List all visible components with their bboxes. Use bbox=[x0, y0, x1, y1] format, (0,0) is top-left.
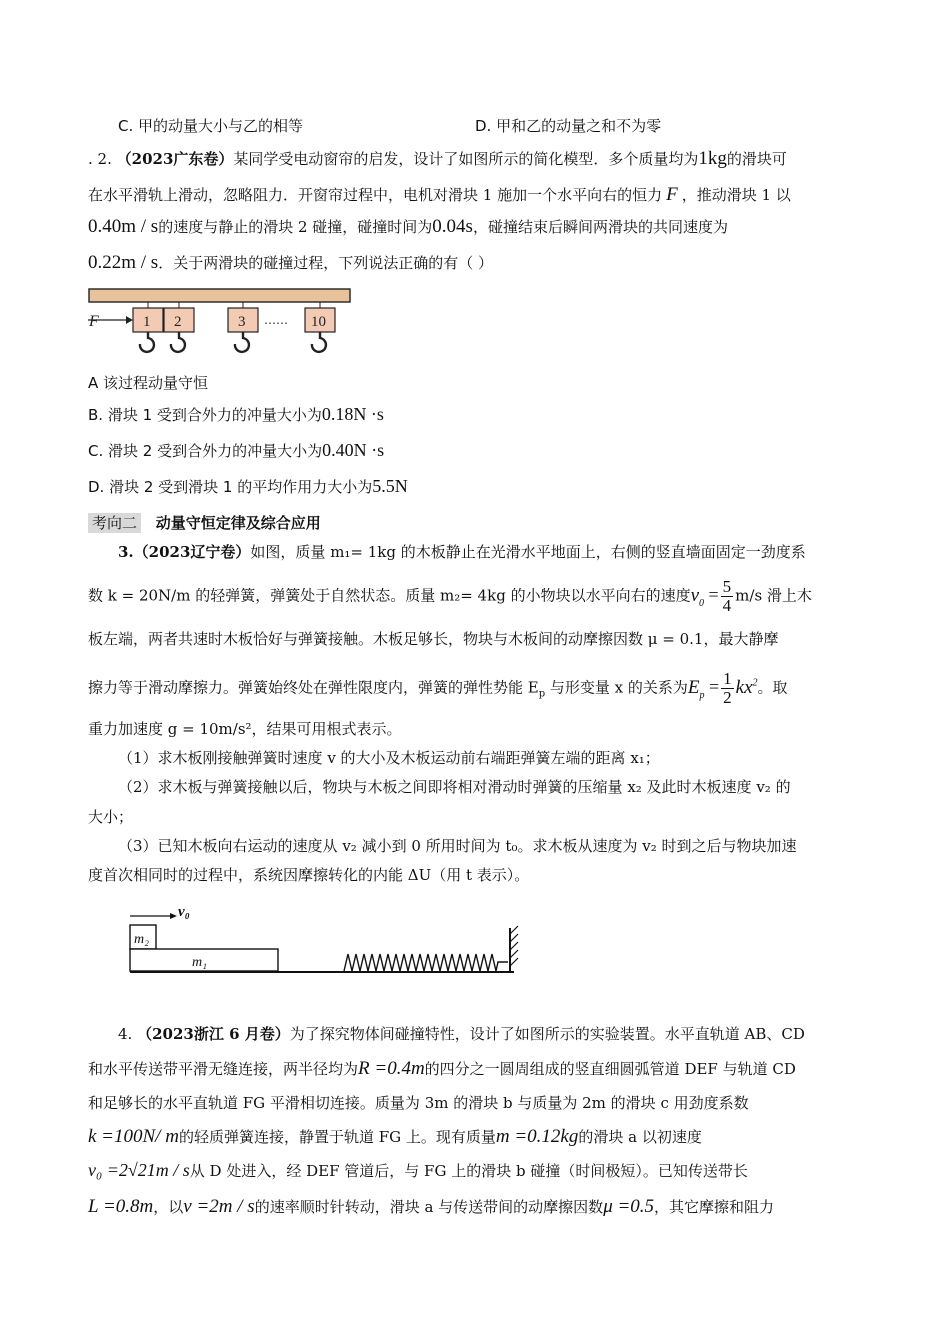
q4-text: 从 D 处进入，经 DEF 管道后，与 FG 上的滑块 b 碰撞（时间极短）。已知传送带长 bbox=[189, 1162, 748, 1180]
slider-10 bbox=[305, 302, 335, 352]
q3-line-2: 数 k = 20N/m 的轻弹簧，弹簧处于自然状态。质量 m₂= 4kg 的小物块以水平向右的速度$v_0$ = $\frac{5}{4}$ m/s 滑上木 bbox=[88, 577, 812, 615]
q2-mass: 1kg bbox=[698, 148, 727, 169]
q4-text: ，以 bbox=[153, 1198, 184, 1216]
q4-mass: m =0.12kg bbox=[495, 1126, 579, 1147]
q2-line-4 bbox=[88, 252, 493, 274]
q2-velocity-2: 0.22m / s bbox=[88, 252, 159, 273]
q3-sub-1: （1）求木板刚接触弹簧时速度 v 的大小及木板运动前右端距弹簧左端的距离 x₁； bbox=[118, 749, 660, 767]
q3-line-3: 板左端，两者共速时木板恰好与弹簧接触。木板足够长，物块与木板间的动摩擦因数 μ = 0.1，最大静摩 bbox=[88, 630, 779, 648]
q4-text: ，其它摩擦和阻力 bbox=[654, 1198, 775, 1216]
hook-icon bbox=[140, 332, 154, 352]
q4-line-1 bbox=[118, 1023, 805, 1044]
q4-line-2 bbox=[88, 1058, 796, 1080]
q3-sub-3a: （3）已知木板向右运动的速度从 v₂ 减小到 0 所用时间为 t₀。求木板从速度为 v₂ 时到之后与物块加速 bbox=[118, 837, 797, 855]
q2-force: F bbox=[666, 184, 678, 205]
q4-line-5 bbox=[88, 1160, 748, 1181]
q4-text: 的滑块 a 以初速度 bbox=[578, 1128, 702, 1146]
q2-number: . 2. bbox=[88, 150, 112, 168]
q3-line-1 bbox=[118, 541, 806, 562]
q4-line-3: 和足够长的水平直轨道 FG 平滑相切连接。质量为 3m 的滑块 b 与质量为 2m 的滑块 c 用劲度系数 bbox=[88, 1094, 749, 1112]
q4-text: 的四分之一圆周组成的竖直细圆弧管道 DEF 与轨道 CD bbox=[424, 1060, 796, 1078]
hook-icon bbox=[312, 332, 326, 352]
q2-option-d-value: 5.5N bbox=[372, 476, 408, 496]
v0-label: v₀ bbox=[178, 904, 190, 920]
q4-text: 为了探究物体间碰撞特性，设计了如图所示的实验装置。水平直轨道 AB、CD bbox=[289, 1025, 805, 1043]
slider-2 bbox=[164, 302, 194, 352]
q3-text: m/s 滑上木 bbox=[735, 586, 812, 605]
section-heading bbox=[88, 512, 321, 533]
m1-label: m₁ bbox=[192, 955, 207, 970]
q2-text: 在水平滑轨上滑动，忽略阻力．开窗帘过程中，电机对滑块 1 施加一个水平向右的恒力 bbox=[88, 186, 663, 204]
q4-spring-constant: k =100N/ m bbox=[88, 1126, 179, 1147]
q3-text: 数 k = 20N/m 的轻弹簧，弹簧处于自然状态。质量 m₂= 4kg 的小物块以水平向右的速度 bbox=[88, 586, 691, 605]
q4-line-6 bbox=[88, 1196, 774, 1218]
q4-line-4 bbox=[88, 1126, 702, 1148]
q4-source: （2023浙江 6 月卷） bbox=[137, 1025, 290, 1043]
q2-text: 的滑块可 bbox=[726, 150, 787, 168]
q3-ep: $E_p$ bbox=[687, 676, 705, 701]
q2-line-1 bbox=[88, 148, 787, 170]
q3-sub-2a: （2）求木板与弹簧接触以后，物块与木板之间即将相对滑动时弹簧的压缩量 x₂ 及此时木板速度 v₂ 的 bbox=[118, 778, 791, 796]
q3-sub-2b: 大小； bbox=[88, 808, 134, 826]
velocity-arrow-head bbox=[170, 913, 177, 919]
q4-belt-speed: v =2m / s bbox=[183, 1196, 255, 1217]
wall-hatch bbox=[510, 926, 518, 966]
q4-friction: μ =0.5 bbox=[603, 1196, 655, 1217]
q2-text: 的速度与静止的滑块 2 碰撞，碰撞时间为 bbox=[158, 218, 433, 236]
q2-time: 0.04s bbox=[432, 216, 473, 237]
q2-text: 某同学受电动窗帘的启发，设计了如图所示的简化模型．多个质量均为 bbox=[233, 150, 699, 168]
q3-v0: $v_0$ bbox=[690, 584, 705, 609]
q2-velocity-1: 0.40m / s bbox=[88, 216, 159, 237]
q4-text: 的速率顺时针转动，滑块 a 与传送带间的动摩擦因数 bbox=[254, 1198, 604, 1216]
q4-initial-velocity: v₀ =2√21m / s bbox=[88, 1160, 190, 1180]
q3-fraction-1-2: $\frac{1}{2}$ bbox=[723, 669, 732, 707]
slider-1 bbox=[133, 302, 163, 352]
hook-icon bbox=[235, 332, 249, 352]
slider-3 bbox=[228, 302, 258, 352]
q3-sub-3b: 度首次相同时的过程中，系统因摩擦转化的内能 ΔU（用 t 表示）。 bbox=[88, 866, 530, 884]
q2-option-c bbox=[88, 440, 384, 461]
q3-sub: p bbox=[538, 688, 546, 700]
q3-text: 如图，质量 m₁= 1kg 的木板静止在光滑水平地面上，右侧的竖直墙面固定一劲度系 bbox=[250, 543, 806, 561]
force-arrow-head bbox=[126, 316, 133, 324]
q2-option-b bbox=[88, 404, 384, 425]
q2-option-c-value: 0.40N ·s bbox=[322, 440, 385, 460]
section-label: 考向二 bbox=[88, 513, 141, 533]
m2-label: m₂ bbox=[134, 932, 149, 947]
q2-option-b-text: B. 滑块 1 受到合外力的冲量大小为 bbox=[88, 406, 322, 424]
q3-line-4: 擦力等于滑动摩擦力。弹簧始终处在弹性限度内，弹簧的弹性势能 $E_p$ 与形变量 x 的关系为$E_p$ = $\frac{1}{2}$ $kx^2$。取 bbox=[88, 669, 788, 707]
force-label: F bbox=[89, 313, 99, 330]
slide-rail bbox=[89, 289, 350, 302]
q2-option-c-text: C. 滑块 2 受到合外力的冲量大小为 bbox=[88, 442, 323, 460]
q1-option-c: C. 甲的动量大小与乙的相等 bbox=[118, 117, 304, 135]
q3-figure-board-spring bbox=[126, 900, 526, 980]
slider-3-label: 3 bbox=[238, 314, 246, 330]
slider-10-label: 10 bbox=[311, 314, 326, 330]
q4-text: 的轻质弹簧连接，静置于轨道 FG 上。现有质量 bbox=[178, 1128, 496, 1146]
q2-line-2 bbox=[88, 184, 791, 206]
q2-source: （2023广东卷） bbox=[116, 150, 234, 168]
q2-option-b-value: 0.18N ·s bbox=[321, 404, 384, 424]
hook-icon bbox=[171, 332, 185, 352]
q4-radius: R =0.4m bbox=[358, 1058, 425, 1079]
q4-number: 4. bbox=[118, 1025, 133, 1043]
q2-line-3 bbox=[88, 216, 728, 238]
q4-text: 和水平传送带平滑无缝连接，两半径均为 bbox=[88, 1060, 359, 1078]
q2-text: ，推动滑块 1 以 bbox=[681, 186, 791, 204]
section-title: 动量守恒定律及综合应用 bbox=[155, 514, 321, 532]
q2-text: ，碰撞结束后瞬间两滑块的共同速度为 bbox=[472, 218, 728, 236]
q2-text: ．关于两滑块的碰撞过程，下列说法正确的有（ ） bbox=[158, 254, 493, 272]
slider-1-label: 1 bbox=[143, 314, 151, 330]
q2-figure-sliders bbox=[86, 286, 356, 358]
q3-fraction-5-4: $\frac{5}{4}$ bbox=[722, 577, 732, 615]
q3-number: 3. bbox=[118, 543, 134, 561]
q3-text: 与形变量 x 的关系为 bbox=[545, 678, 688, 697]
q4-belt-length: L =0.8m bbox=[88, 1196, 154, 1217]
q3-line-5: 重力加速度 g = 10m/s²，结果可用根式表示。 bbox=[88, 720, 402, 738]
slider-2-label: 2 bbox=[174, 314, 182, 330]
slider-ellipsis: …… bbox=[264, 313, 288, 327]
q2-option-a: A 该过程动量守恒 bbox=[88, 374, 209, 392]
q2-option-d-text: D. 滑块 2 受到滑块 1 的平均作用力大小为 bbox=[88, 478, 373, 496]
q3-source: （2023辽宁卷） bbox=[133, 543, 251, 561]
q3-text: 。取 bbox=[757, 678, 788, 697]
spring bbox=[344, 954, 508, 971]
q1-option-d: D. 甲和乙的动量之和不为零 bbox=[475, 117, 662, 135]
q2-option-d bbox=[88, 476, 408, 497]
q3-text: 擦力等于滑动摩擦力。弹簧始终处在弹性限度内，弹簧的弹性势能 E bbox=[88, 678, 539, 697]
q3-kx2: $kx^2$ bbox=[735, 676, 758, 698]
